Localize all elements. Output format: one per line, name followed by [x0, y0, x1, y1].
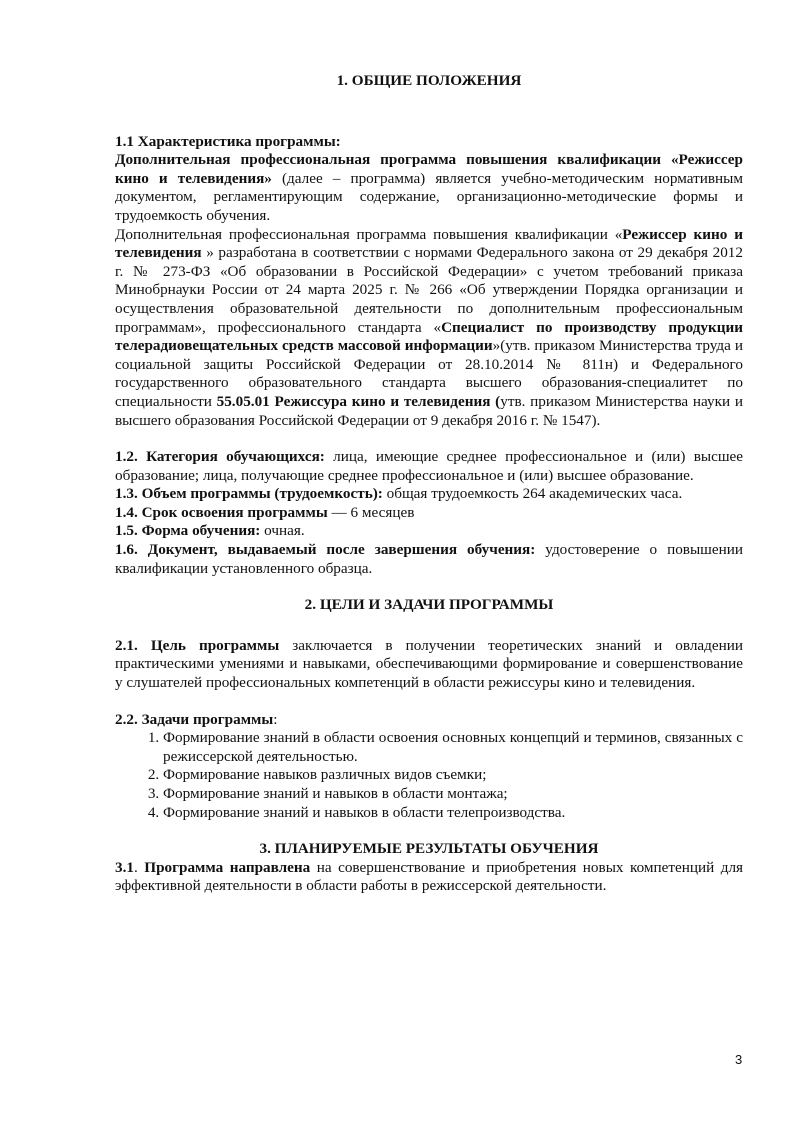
item-3-1 — [115, 859, 743, 896]
item-label: 2.1. Цель программы — [115, 636, 280, 654]
item-2-2 — [115, 711, 743, 730]
tasks-list — [115, 729, 743, 822]
item-label: 1.6. Документ, выдаваемый после завершения обучения: — [115, 541, 536, 559]
item-label: 1.3. Объем программы (трудоемкость): — [115, 485, 383, 503]
item-text: заключается в получении теоретических знаний и овладении практическими умениями и навыками, обеспечивающими формирование и совершенствование у слушателей профессиональных компетенций в области режиссуры кино и телевидения. — [115, 636, 743, 692]
item-text: общая трудоемкость 264 академических часа. — [382, 485, 683, 503]
document-page — [115, 72, 743, 896]
item-1-2 — [115, 448, 743, 485]
item-label: Программа направлена — [144, 858, 311, 876]
item-number: 3.1 — [115, 858, 134, 876]
item-label: 1.5. Форма обучения: — [115, 522, 261, 540]
standard-name-bold: Специалист по производству продукции телерадиовещательных средств массовой информации — [115, 318, 744, 355]
program-title-bold: Режиссер кино и телевидения — [115, 225, 743, 262]
item-text: удостоверение о повышении квалификации установленного образца. — [115, 541, 743, 577]
section-3-title: 3. ПЛАНИРУЕМЫЕ РЕЗУЛЬТАТЫ ОБУЧЕНИЯ — [259, 840, 599, 858]
list-item: 2. Формирование навыков различных видов съемки; — [163, 766, 743, 785]
paragraph-1-1 — [115, 133, 743, 226]
item-text: очная. — [260, 522, 305, 540]
paragraph-text: » разработана в соответствии с нормами Федерального закона от 29 декабря 2012 г. № 273-ФЗ «Об образовании в Российской Федерации» с учетом требований приказа Минобрнауки России от 24 марта 2025 г. № 266 «Об утверждении Порядка организации и осуществления образовательной деятельности по дополнительным профессиональным программам», профессионального стандарта « — [115, 244, 743, 336]
item-1-5 — [115, 522, 743, 541]
item-separator: . — [133, 858, 145, 876]
item-text: — 6 месяцев — [327, 503, 415, 521]
item-label: 2.2. Задачи программы — [115, 710, 274, 728]
list-item: 4. Формирование знаний и навыков в области телепроизводства. — [163, 804, 743, 823]
item-label: 1.2. Категория обучающихся: — [115, 448, 325, 466]
program-name-bold: Дополнительная профессиональная программа повышения квалификации «Режиссер кино и телевидения» — [115, 151, 743, 187]
item-text: лица, имеющие среднее профессиональное и (или) высшее образование; лица, получающие среднее профессиональное и (или) высшее образование. — [115, 448, 743, 484]
section-1-title: 1. ОБЩИЕ ПОЛОЖЕНИЯ — [336, 72, 522, 89]
paragraph-legal-basis — [115, 226, 743, 431]
list-item: 1. Формирование знаний в области освоения основных концепций и терминов, связанных с режиссерской деятельностью. — [163, 729, 743, 766]
specialty-bold: 55.05.01 Режиссура кино и телевидения ( — [216, 392, 501, 410]
item-text: на совершенствование и приобретения новых компетенций для эффективной деятельности в области работы в режиссерской деятельности. — [115, 858, 744, 895]
page-number: 3 — [735, 1052, 743, 1067]
paragraph-text: »(утв. приказом Министерства труда и социальной защиты Российской Федерации от 28.10.2014 № 811н) и Федерального государственного образовательного стандарта высшего образования-специалитет по специальности — [115, 337, 743, 410]
item-2-1 — [115, 637, 743, 693]
heading-1-1: 1.1 Характеристика программы: — [115, 132, 341, 150]
item-1-3 — [115, 485, 743, 504]
item-1-4 — [115, 504, 743, 523]
paragraph-text: (далее – программа) является учебно-методическим нормативным документом, регламентирующим содержание, организационно-методические формы и трудоемкость обучения. — [115, 169, 743, 224]
item-text: : — [273, 710, 278, 728]
list-item: 3. Формирование знаний и навыков в области монтажа; — [163, 785, 743, 804]
section-2-title: 2. ЦЕЛИ И ЗАДАЧИ ПРОГРАММЫ — [304, 596, 554, 614]
paragraph-text: утв. приказом Министерства науки и высшего образования Российской Федерации от 9 декабря 2016 г. № 1547). — [115, 392, 743, 429]
item-1-6 — [115, 541, 743, 578]
paragraph-text: Дополнительная профессиональная программа повышения квалификации « — [115, 225, 623, 243]
item-label: 1.4. Срок освоения программы — [115, 503, 328, 521]
